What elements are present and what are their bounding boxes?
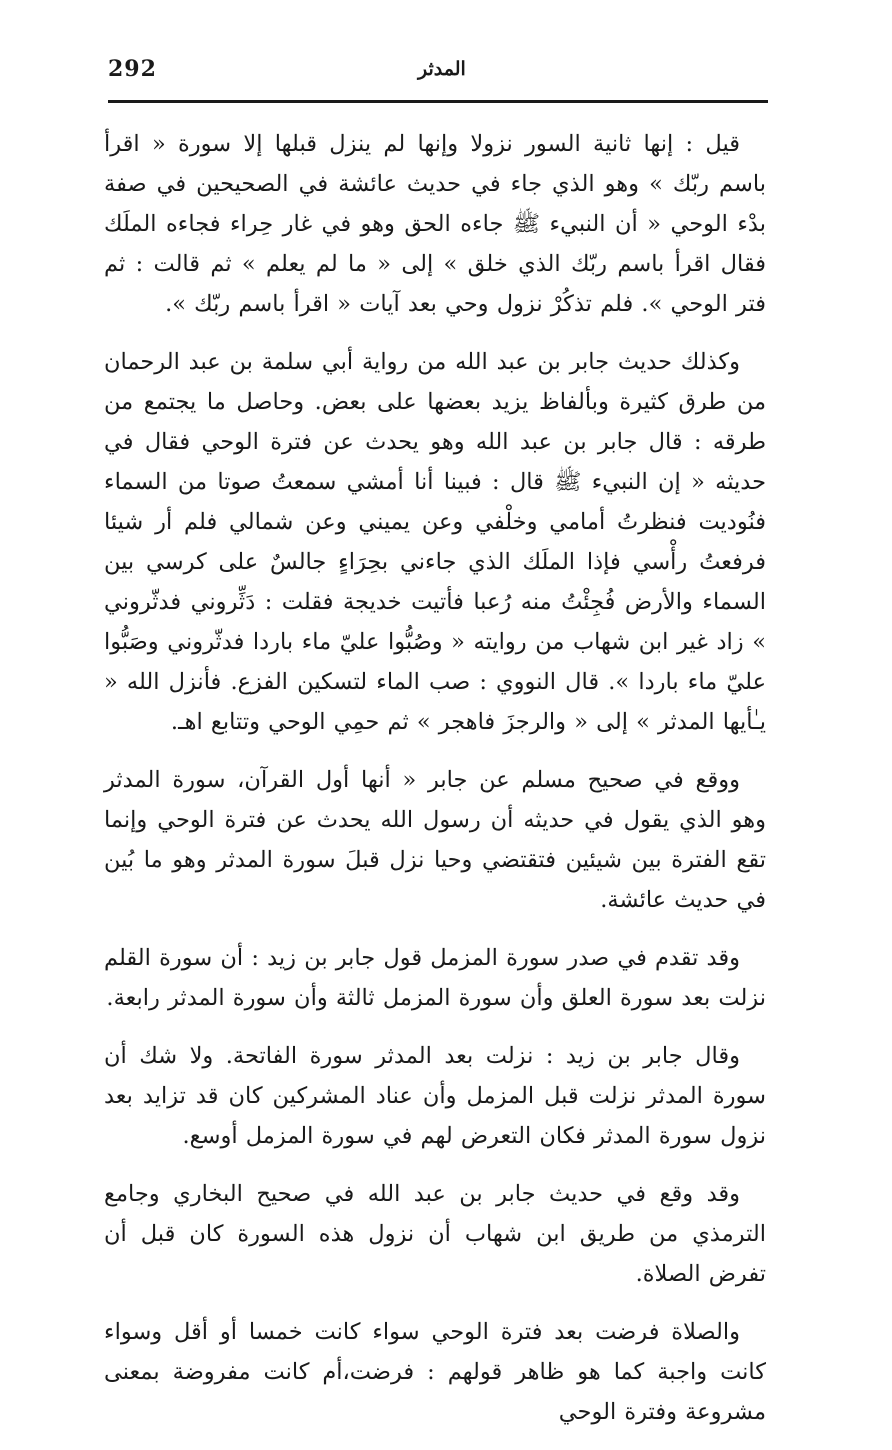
page-body [104,124,766,1450]
paragraph-7: والصلاة فرضت بعد فترة الوحي سواء كانت خمسا أو أقل وسواء كانت واجبة كما هو ظاهر قولهم : فرضت،أم كانت مفروضة بمعنى مشروعة وفترة الوحي [104,1319,766,1425]
running-title: المدثر [418,58,466,80]
paragraph-1: قيل : إنها ثانية السور نزولا وإنها لم ينزل قبلها إلا سورة « اقرأ باسم ربّك » وهو الذي جاء في حديث عائشة في الصحيحين في صفة بدْء الوحي « أن النبيء ﷺ جاءه الحق وهو في غار حِراء فجاءه الملَك فقال اقرأ باسم ربّك الذي خلق » إلى « ما لم يعلم » ثم قالت : ثم فتر الوحي ». فلم تذكُرْ نزول وحي بعد آيات « اقرأ باسم ربّك ». [104,131,766,317]
page-number: 292 [108,56,157,82]
paragraph-6: وقد وقع في حديث جابر بن عبد الله في صحيح البخاري وجامع الترمذي من طريق ابن شهاب أن نزول هذه السورة كان قبل أن تفرض الصلاة. [104,1181,766,1287]
paragraph-5: وقال جابر بن زيد : نزلت بعد المدثر سورة الفاتحة. ولا شك أن سورة المدثر نزلت قبل المزمل وأن عناد المشركين كان قد تزايد بعد نزول سورة المدثر فكان التعرض لهم في سورة المزمل أوسع. [104,1043,766,1149]
header-divider [108,100,768,103]
paragraph-4: وقد تقدم في صدر سورة المزمل قول جابر بن زيد : أن سورة القلم نزلت بعد سورة العلق وأن سورة المزمل ثالثة وأن سورة المدثر رابعة. [104,945,766,1011]
paragraph-2: وكذلك حديث جابر بن عبد الله من رواية أبي سلمة بن عبد الرحمان من طرق كثيرة وبألفاظ يزيد بعضها على بعض. وحاصل ما يجتمع من طرقه : قال جابر بن عبد الله وهو يحدث عن فترة الوحي فقال في حديثه « إن النبيء ﷺ قال : فبينا أنا أمشي سمعتُ صوتا من السماء فنُوديت فنظرتُ أمامي وخلْفي وعن يميني وعن شمالي فلم أر شيئا فرفعتُ رأْسي فإذا الملَك الذي جاءني بحِرَاءٍ جالسٌ على كرسي بين السماء والأرض فُجِئْتُ منه رُعبا فأتيت خديجة فقلت : دَثِّروني فدثّروني » زاد غير ابن شهاب من روايته « وصُبُّوا عليّ ماء باردا فدثّروني وصَبُّوا عليّ ماء باردا ». قال النووي : صب الماء لتسكين الفزع. فأنزل الله « يـٰأيها المدثر » إلى « والرجزَ فاهجر » ثم حمِي الوحي وتتابع اهـ. [104,349,766,735]
page-header [108,52,768,92]
paragraph-3: ووقع في صحيح مسلم عن جابر « أنها أول القرآن، سورة المدثر وهو الذي يقول في حديثه أن رسول الله يحدث عن فترة الوحي وإنما تقع الفترة بين شيئين فتقتضي وحيا نزل قبلَ سورة المدثر وهو ما بُين في حديث عائشة. [104,767,766,913]
